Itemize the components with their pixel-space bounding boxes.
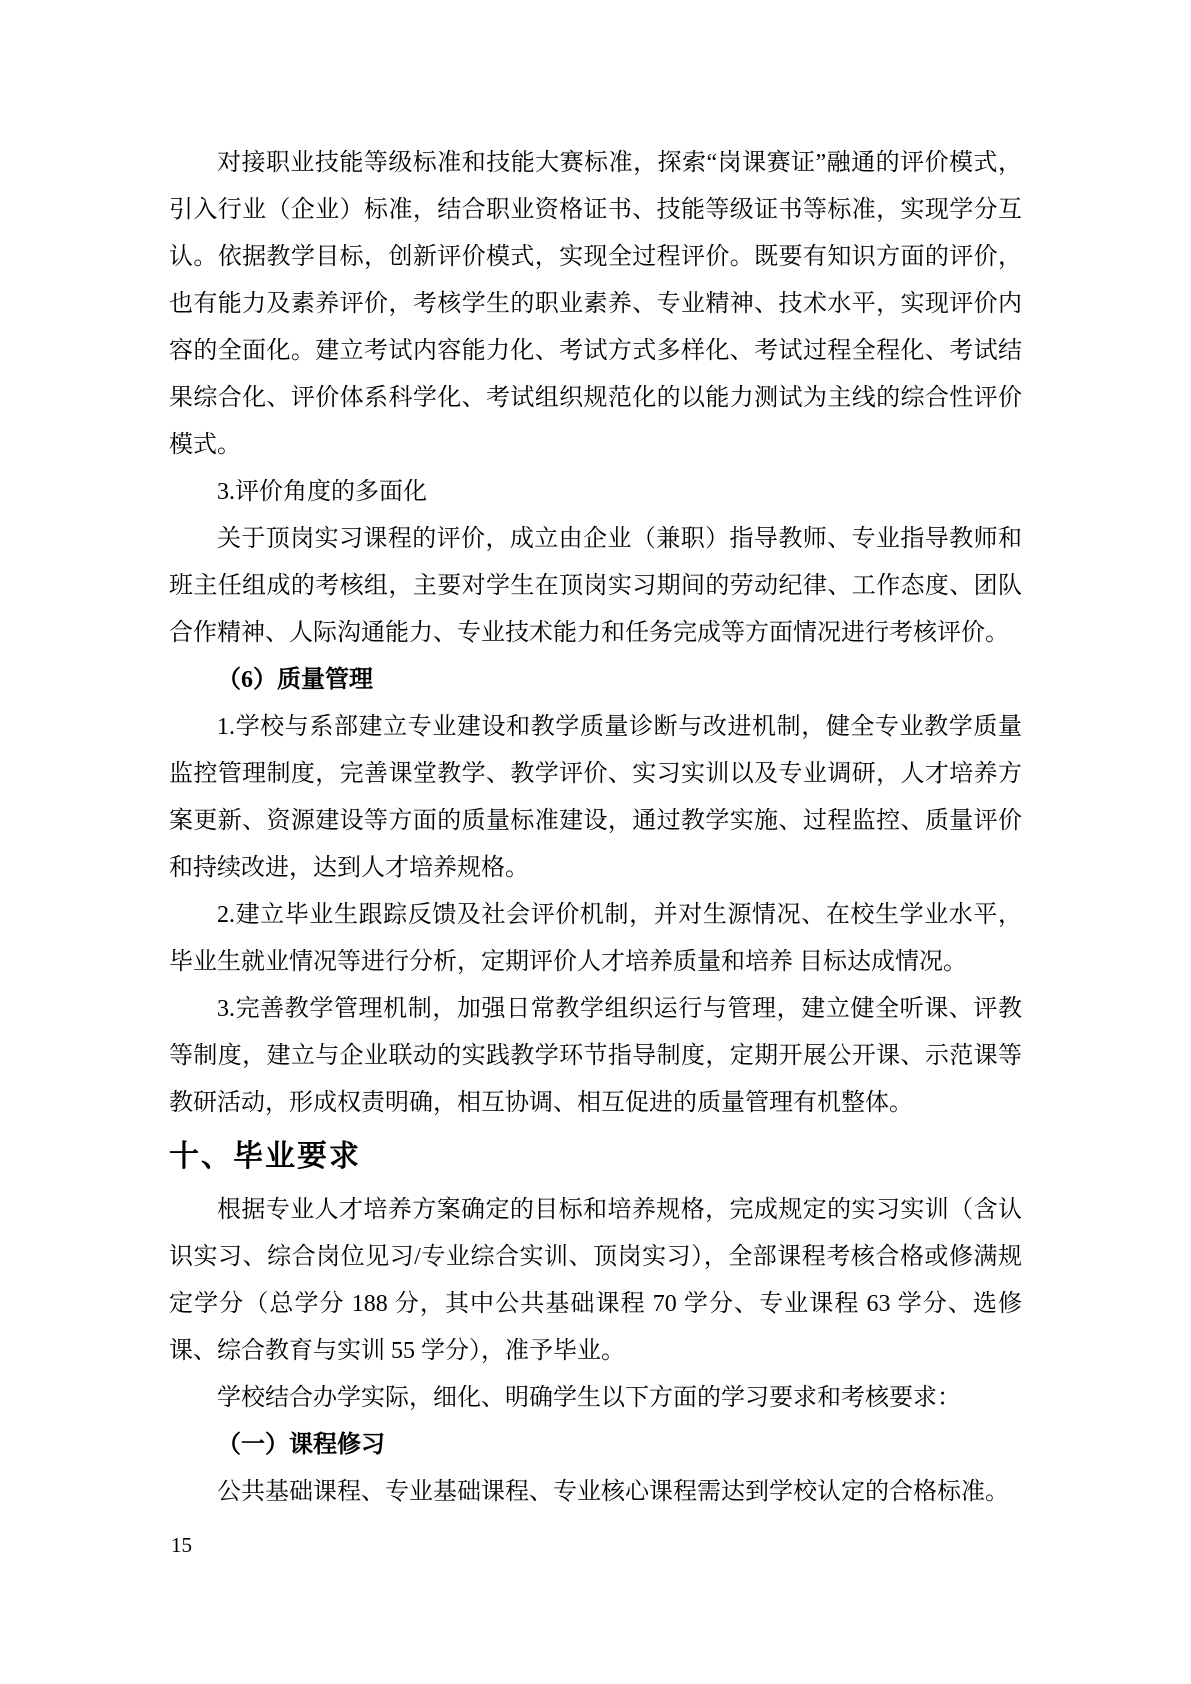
paragraph-evaluation-angle-title: 3.评价角度的多面化	[217, 479, 427, 505]
page-number: 15	[171, 1533, 192, 1557]
paragraph-teaching-management: 3.完善教学管理机制，加强日常教学组织运行与管理，建立健全听课、评教等制度，建立与企业联动的实践教学环节指导制度，定期开展公开课、示范课等教研活动，形成权责明确，相互协调、相互促进的质量管理有机整体。	[169, 996, 1022, 1116]
paragraph-quality-mechanism: 1.学校与系部建立专业建设和教学质量诊断与改进机制，健全专业教学质量监控管理制度，完善课堂教学、教学评价、实习实训以及专业调研，人才培养方案更新、资源建设等方面的质量标准建设，通过教学实施、过程监控、质量评价和持续改进，达到人才培养规格。	[169, 714, 1022, 881]
page-content	[169, 140, 1022, 1516]
section-subheading-course-study: （一）课程修习	[217, 1432, 385, 1458]
paragraph-school-requirements: 学校结合办学实际，细化、明确学生以下方面的学习要求和考核要求：	[217, 1385, 961, 1411]
paragraph-evaluation-mode: 对接职业技能等级标准和技能大赛标准，探索“岗课赛证”融通的评价模式，引入行业（企业）标准，结合职业资格证书、技能等级证书等标准，实现学分互认。依据教学目标，创新评价模式，实现全过程评价。既要有知识方面的评价，也有能力及素养评价，考核学生的职业素养、专业精神、技术水平，实现评价内容的全面化。建立考试内容能力化、考试方式多样化、考试过程全程化、考试结果综合化、评价体系科学化、考试组织规范化的以能力测试为主线的综合性评价模式。	[169, 150, 1022, 458]
paragraph-course-standards: 公共基础课程、专业基础课程、专业核心课程需达到学校认定的合格标准。	[217, 1479, 1009, 1505]
paragraph-graduate-tracking: 2.建立毕业生跟踪反馈及社会评价机制，并对生源情况、在校生学业水平，毕业生就业情况等进行分析，定期评价人才培养质量和培养 目标达成情况。	[169, 902, 1022, 975]
paragraph-credit-requirements: 根据专业人才培养方案确定的目标和培养规格，完成规定的实习实训（含认识实习、综合岗位见习/专业综合实训、顶岗实习），全部课程考核合格或修满规定学分（总学分 188 分，其中公共基础课程 70 学分、专业课程 63 学分、选修课、综合教育与实训 55 学分），准予毕业。	[169, 1197, 1022, 1364]
paragraph-internship-evaluation: 关于顶岗实习课程的评价，成立由企业（兼职）指导教师、专业指导教师和班主任组成的考核组，主要对学生在顶岗实习期间的劳动纪律、工作态度、团队合作精神、人际沟通能力、专业技术能力和任务完成等方面情况进行考核评价。	[169, 526, 1022, 646]
chapter-heading-graduation-requirements: 十、毕业要求	[169, 1140, 361, 1173]
section-subheading-quality-management: （6）质量管理	[217, 667, 373, 693]
